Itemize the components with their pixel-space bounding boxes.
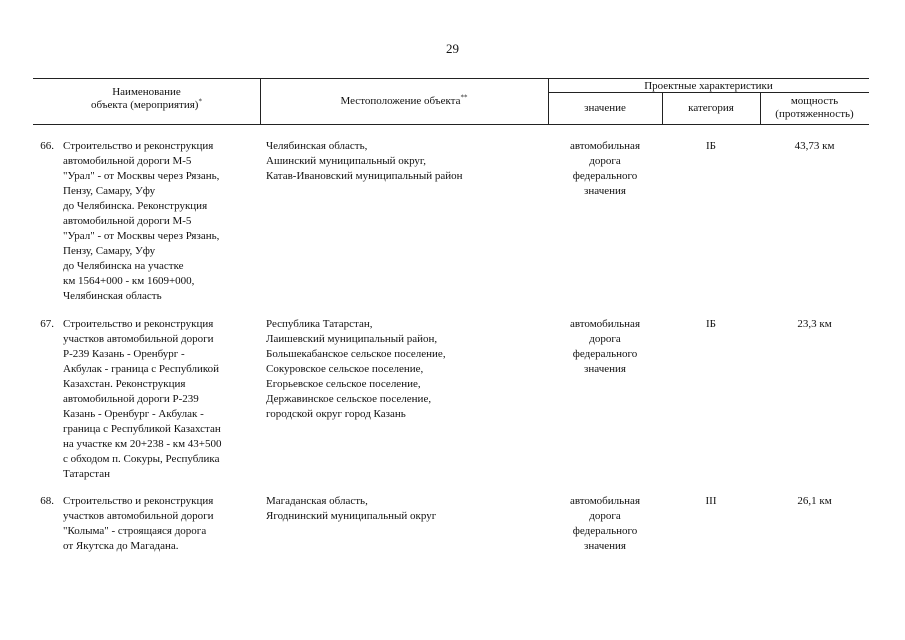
row-location: Челябинская область, Ашинский муниципальный округ, Катав-Ивановский муниципальный район [266, 140, 463, 182]
row-value: автомобильная дорога федерального значения [569, 495, 641, 552]
row-category: IБ [706, 140, 716, 152]
row-number: 67. [40, 318, 54, 330]
header-location-footnote-mark: ** [460, 93, 468, 102]
row-location: Магаданская область, Ягоднинский муниципальный округ [266, 495, 437, 522]
header-value-column: значение [584, 102, 626, 114]
header-category-column: категория [688, 102, 734, 114]
header-name-footnote-mark: * [198, 97, 202, 106]
header-bottom-rule [33, 124, 869, 125]
row-capacity: 23,3 км [797, 318, 832, 330]
row-capacity: 26,1 км [797, 495, 832, 507]
header-name-column [33, 86, 260, 112]
header-capacity-column: мощность (протяженность) [775, 95, 854, 120]
page-number: 29 [446, 41, 459, 56]
row-object-name: Строительство и реконструкция автомобильной дороги М-5 "Урал" - от Москвы через Рязань, Пензу, Самару, Уфу до Челябинска. Реконструкция автомобильной дороги М-5 "Урал" - от Москвы через Рязань, Пензу, Самару, Уфу до Челябинска на участке км 1564+000 - км 1609+000, Челябинская область [63, 140, 220, 302]
row-number: 68. [40, 495, 54, 507]
header-name-text: Наименование объекта (мероприятия) [91, 86, 199, 111]
row-object-name: Строительство и реконструкция участков автомобильной дороги Р-239 Казань - Оренбург - Акбулак - граница с Республикой Казахстан. Реконструкция автомобильной дороги Р-239 Казань - Оренбург - Акбулак - граница с Республикой Казахстан на участке км 20+238 - км 43+500 с обходом п. Сокуры, Республика Татарстан [63, 318, 222, 480]
row-value: автомобильная дорога федерального значения [569, 140, 641, 197]
row-category: IБ [706, 318, 716, 330]
row-capacity: 43,73 км [794, 140, 835, 152]
row-location: Республика Татарстан, Лаишевский муниципальный район, Большекабанское сельское поселение, Сокуровское сельское поселение, Егорьевское сельское поселение, Державинское сельское поселение, городской округ город Казань [266, 318, 446, 420]
row-number: 66. [40, 140, 54, 152]
row-value: автомобильная дорога федерального значения [569, 318, 641, 375]
header-top-rule [33, 78, 869, 79]
row-category: III [705, 495, 717, 507]
row-object-name: Строительство и реконструкция участков автомобильной дороги "Колыма" - строящаяся дорога от Якутска до Магадана. [63, 495, 214, 552]
header-location-text: Местоположение объекта [340, 95, 461, 107]
header-location-column [260, 95, 548, 108]
header-project-characteristics: Проектные характеристики [644, 80, 773, 92]
